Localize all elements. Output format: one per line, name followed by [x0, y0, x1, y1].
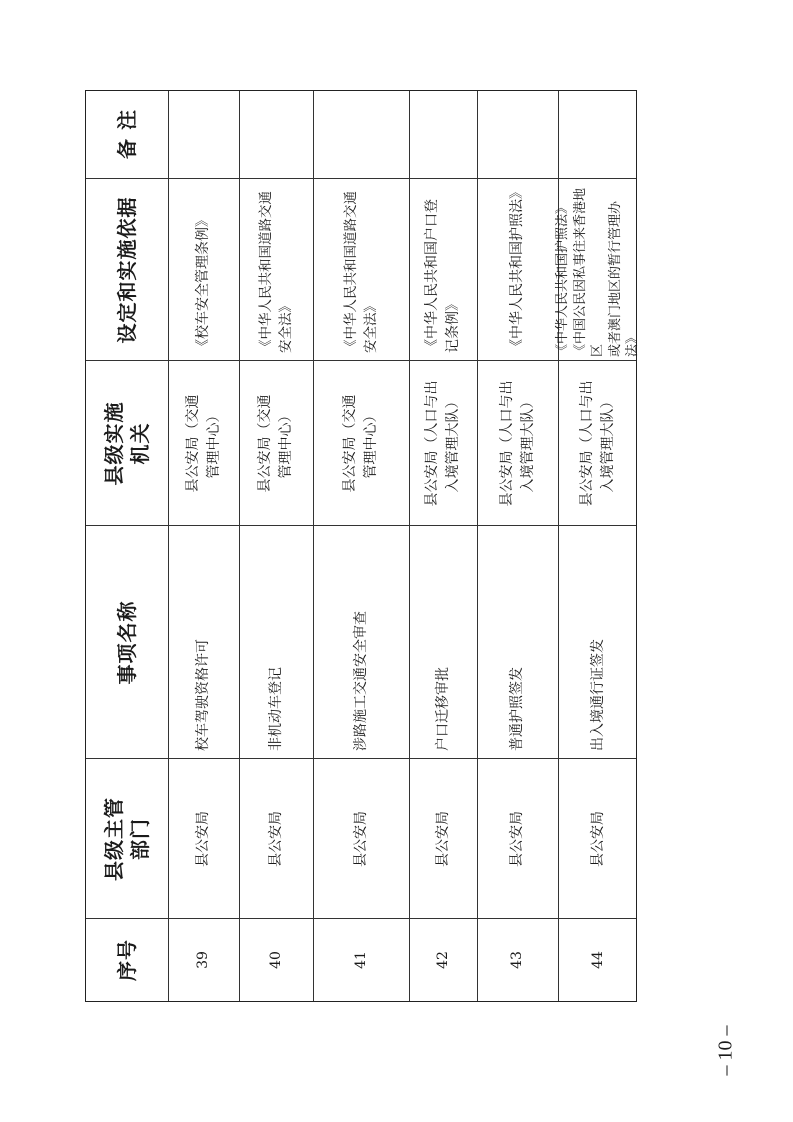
row-dept: 县公安局 [195, 811, 211, 867]
header-note: 备 注 [115, 109, 139, 159]
row-dept: 县公安局 [509, 811, 525, 867]
row-seq: 39 [195, 951, 211, 969]
row-agency: 县公安局（交通 管理中心） [257, 394, 294, 493]
row-dept: 县公安局 [267, 811, 284, 867]
row-seq: 41 [352, 951, 369, 969]
row-basis: 《中华人民共和国护照法》 《中国公民因私事往来香港地区 或者澳门地区的暂行管理办法》 [555, 187, 641, 357]
row-agency: 县公安局（人口与出 入境管理大队） [579, 380, 616, 507]
row-item: 户口迁移审批 [434, 667, 451, 751]
row-agency: 县公安局（交通 管理中心） [342, 394, 379, 493]
row-seq: 42 [434, 951, 451, 969]
row-agency: 县公安局（人口与出 入境管理大队） [424, 380, 461, 507]
row-basis: 《中华人民共和国道路交通安全法》 [342, 191, 379, 353]
header-dept: 县级主管 部门 [102, 797, 152, 881]
row-item: 出入境通行证签发 [589, 639, 606, 751]
page-number [706, 1010, 746, 1090]
row-basis: 《中华人民共和国道路交通安全法》 [257, 191, 294, 353]
row-agency: 县公安局（交通 管理中心） [184, 394, 222, 493]
row-seq: 44 [589, 951, 606, 969]
header-item: 事项名称 [115, 600, 139, 685]
row-basis: 《中华人民共和国护照法》 [509, 185, 525, 353]
row-item: 非机动车登记 [267, 667, 284, 751]
row-seq: 40 [267, 951, 284, 969]
header-seq: 序号 [115, 939, 139, 981]
row-agency: 县公安局（人口与出 入境管理大队） [498, 380, 536, 507]
row-item: 普通护照签发 [509, 667, 525, 751]
row-item: 涉路施工交通安全审查 [352, 611, 369, 751]
row-dept: 县公安局 [589, 811, 606, 867]
row-dept: 县公安局 [434, 811, 451, 867]
row-item: 校车驾驶资格许可 [195, 639, 211, 751]
row-dept: 县公安局 [352, 811, 369, 867]
header-basis: 设定和实施依据 [115, 196, 139, 344]
page-number-text: – 10 – [714, 1025, 737, 1075]
header-agency: 县级实施 机关 [102, 401, 152, 486]
row-seq: 43 [509, 951, 525, 969]
row-basis: 《校车安全管理条例》 [195, 213, 211, 353]
row-basis: 《中华人民共和国户口登记条例》 [424, 199, 461, 353]
note-column [85, 88, 637, 238]
